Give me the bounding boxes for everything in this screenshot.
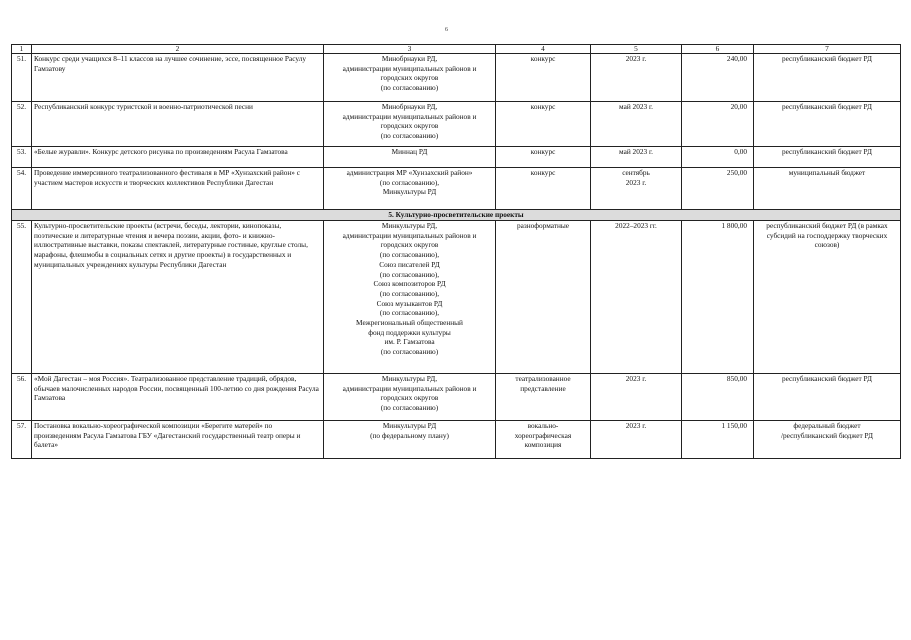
event-format: конкурс — [496, 168, 591, 210]
section-title: 5. Культурно-просветительские проекты — [12, 210, 901, 221]
column-header: 3 — [324, 45, 496, 54]
executor: Минобрнауки РД, администрации муниципальных районов и городских округов (по согласованию) — [324, 54, 496, 102]
event-format: разноформатные — [496, 221, 591, 374]
funding-amount: 1 150,00 — [682, 421, 754, 459]
funding-amount: 240,00 — [682, 54, 754, 102]
funding-source: муниципальный бюджет — [754, 168, 901, 210]
page-number: 6 — [445, 27, 448, 33]
executor: Минкультуры РД, администрации муниципальных районов и городских округов (по согласованию), Союз писателей РД (по согласованию), Союз композиторов РД (по согласованию), Союз музыкантов РД (по согласованию), Межрегиональный общественный фонд поддержки культуры им. Р. Гамзатова (по согласованию) — [324, 221, 496, 374]
event-term: май 2023 г. — [591, 147, 682, 168]
event-format: театрализованное представление — [496, 374, 591, 421]
event-term: 2022–2023 гг. — [591, 221, 682, 374]
event-term: сентябрь 2023 г. — [591, 168, 682, 210]
executor: Минобрнауки РД, администрации муниципальных районов и городских округов (по согласованию) — [324, 102, 496, 147]
table-row — [12, 421, 901, 459]
event-name: «Мой Дагестан – моя Россия». Театрализованное представление традиций, обрядов, обычаев малочисленных народов России, посвященный 100-летию со дня рождения Расула Гамзатова — [32, 374, 324, 421]
column-header: 7 — [754, 45, 901, 54]
event-name: Постановка вокально-хореографической композиции «Берегите матерей» по произведениям Расула Гамзатова ГБУ «Дагестанский государственный театр оперы и балета» — [32, 421, 324, 459]
event-term: 2023 г. — [591, 374, 682, 421]
funding-source: республиканский бюджет РД — [754, 374, 901, 421]
funding-source: республиканский бюджет РД — [754, 147, 901, 168]
table-row — [12, 102, 901, 147]
event-term: май 2023 г. — [591, 102, 682, 147]
column-header: 5 — [591, 45, 682, 54]
column-header: 4 — [496, 45, 591, 54]
event-name: Проведение иммерсивного театрализованного фестиваля в МР «Хунзахский район» с участием мастеров искусств и творческих коллективов Республики Дагестан — [32, 168, 324, 210]
row-number: 56. — [12, 374, 32, 421]
section-row — [12, 210, 901, 221]
event-format: вокально- хореографическая композиция — [496, 421, 591, 459]
funding-source: республиканский бюджет РД — [754, 54, 901, 102]
column-header: 6 — [682, 45, 754, 54]
table-row — [12, 147, 901, 168]
executor: Минкультуры РД (по федеральному плану) — [324, 421, 496, 459]
table-row — [12, 374, 901, 421]
funding-source: федеральный бюджет /республиканский бюджет РД — [754, 421, 901, 459]
event-format: конкурс — [496, 54, 591, 102]
funding-amount: 250,00 — [682, 168, 754, 210]
event-format: конкурс — [496, 147, 591, 168]
executor: Миннац РД — [324, 147, 496, 168]
event-name: Конкурс среди учащихся 8–11 классов на лучшее сочинение, эссе, посвященное Расулу Гамзатову — [32, 54, 324, 102]
plan-table — [11, 44, 901, 459]
table-row — [12, 221, 901, 374]
executor: Минкультуры РД, администрации муниципальных районов и городских округов (по согласованию) — [324, 374, 496, 421]
funding-amount: 850,00 — [682, 374, 754, 421]
event-name: Культурно-просветительские проекты (встречи, беседы, лектории, кинопоказы, поэтические и литературные чтения и вечера поэзии, акции, фото- и книжно-иллюстративные выставки, показы спектаклей, литературные гостиные, круглые столы, марафоны, флешмобы в социальных сетях и другие проекты) в государственных и муниципальных учреждениях культуры Республики Дагестан — [32, 221, 324, 374]
event-term: 2023 г. — [591, 54, 682, 102]
event-format: конкурс — [496, 102, 591, 147]
funding-source: республиканский бюджет РД — [754, 102, 901, 147]
row-number: 55. — [12, 221, 32, 374]
funding-amount: 20,00 — [682, 102, 754, 147]
row-number: 51. — [12, 54, 32, 102]
funding-source: республиканский бюджет РД (в рамках субсидий на господдержку творческих союзов) — [754, 221, 901, 374]
row-number: 57. — [12, 421, 32, 459]
table-row — [12, 54, 901, 102]
row-number: 52. — [12, 102, 32, 147]
executor: администрация МР «Хунзахский район» (по согласованию), Минкультуры РД — [324, 168, 496, 210]
event-term: 2023 г. — [591, 421, 682, 459]
funding-amount: 1 800,00 — [682, 221, 754, 374]
row-number: 53. — [12, 147, 32, 168]
column-number-row — [12, 45, 901, 54]
funding-amount: 0,00 — [682, 147, 754, 168]
event-name: «Белые журавли». Конкурс детского рисунка по произведениям Расула Гамзатова — [32, 147, 324, 168]
column-header: 2 — [32, 45, 324, 54]
row-number: 54. — [12, 168, 32, 210]
column-header: 1 — [12, 45, 32, 54]
table-row — [12, 168, 901, 210]
event-name: Республиканский конкурс туристской и военно-патриотической песни — [32, 102, 324, 147]
